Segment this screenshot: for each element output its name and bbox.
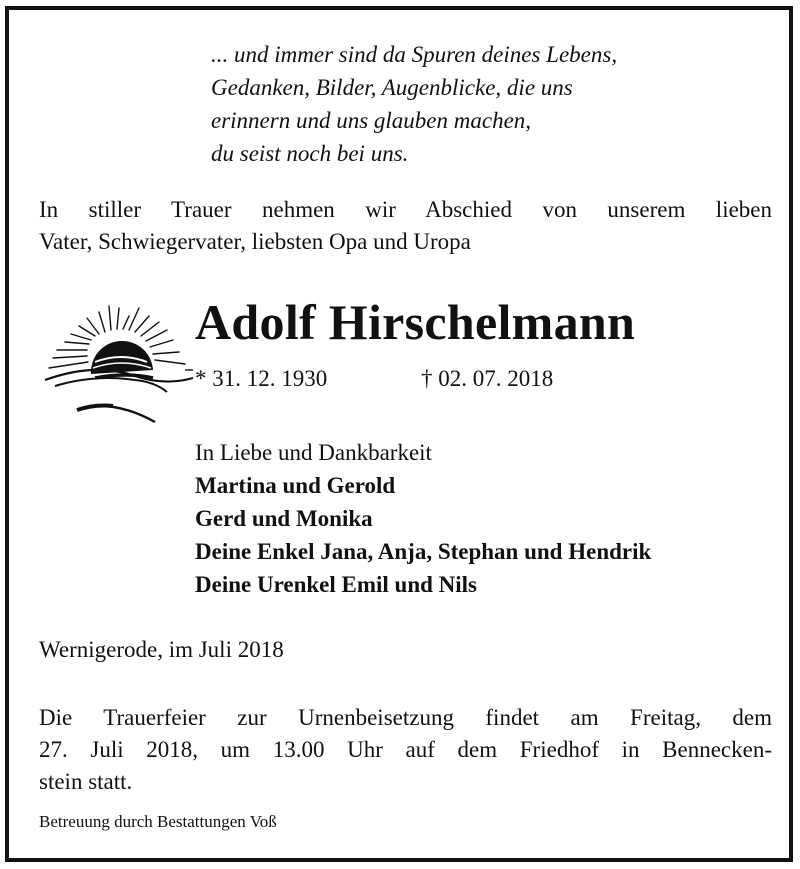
intro-text [39,194,772,258]
mourner-2: Gerd und Monika [195,506,373,531]
poem-line-4: du seist noch bei uns. [211,141,409,166]
poem [211,38,771,170]
funeral-service-credit: Betreuung durch Bestattungen Voß [39,812,277,831]
poem-line-2: Gedanken, Bilder, Augenblicke, die uns [211,75,573,100]
ceremony-line-3: stein statt. [39,769,133,794]
intro-line-1: In stiller Trauer nehmen wir Abschied von unserem lieben [39,197,772,222]
mourners [195,436,651,601]
death-date: † 02. 07. 2018 [421,366,554,391]
mourners-intro: In Liebe und Dankbarkeit [195,440,432,465]
deceased-name: Adolf Hirschelmann [195,294,636,350]
poem-line-1: ... und immer sind da Spuren deines Lebens, [211,42,618,67]
life-dates [195,364,554,394]
place-and-date: Wernigerode, im Juli 2018 [39,637,284,662]
mourner-1: Martina und Gerold [195,473,396,498]
birth-date: * 31. 12. 1930 [195,366,328,391]
obituary-frame [5,6,793,862]
mourner-4: Deine Urenkel Emil und Nils [195,572,477,597]
ceremony-notice [39,702,772,798]
poem-line-3: erinnern und uns glauben machen, [211,108,532,133]
intro-line-2: Vater, Schwiegervater, liebsten Opa und Uropa [39,229,471,254]
ceremony-line-2: 27. Juli 2018, um 13.00 Uhr auf dem Friedhof in Bennecken- [39,737,772,762]
sunset-over-hills-icon [35,296,195,426]
mourner-3: Deine Enkel Jana, Anja, Stephan und Hendrik [195,539,652,564]
ceremony-line-1: Die Trauerfeier zur Urnenbeisetzung findet am Freitag, dem [39,705,772,730]
